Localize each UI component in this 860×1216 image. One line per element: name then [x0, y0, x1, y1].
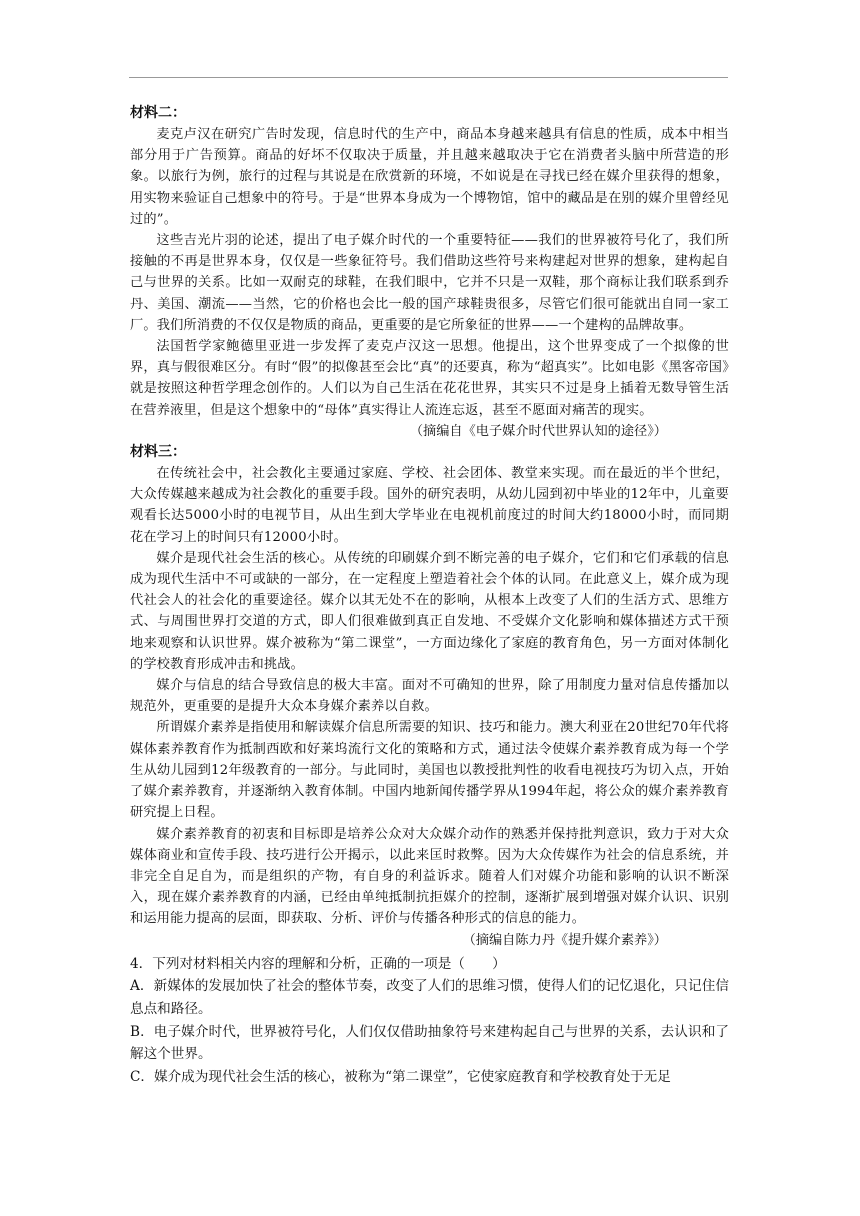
material-two [130, 103, 729, 442]
material-three-paragraph: 媒介素养教育的初衷和目标即是培养公众对大众媒介动作的熟悉并保持批判意识，致力于对大众媒体商业和宣传手段、技巧进行公开揭示，以此来匡时救弊。因为大众传媒作为社会的信息系统，并非完全自足自为，而是组织的产物，有自身的利益诉求。随着人们对媒介功能和影响的认识不断深入，现在媒介素养教育的内涵，已经由单纯抵制抗拒媒介的控制，逐渐扩展到增强对媒介认识、识别和运用能力提高的层面，即获取、分析、评价与传播各种形式的信息的能力。 [130, 826, 729, 927]
question-stem: 4．下列对材料相关内容的理解和分析，正确的一项是（ ） [130, 955, 506, 972]
material-three-paragraph: 媒介与信息的结合导致信息的极大丰富。面对不可确知的世界，除了用制度力量对信息传播加以规范外，更重要的是提升大众本身媒介素养以自救。 [130, 678, 729, 715]
material-two-source: （摘编自《电子媒介时代世界认知的途径》） [409, 423, 667, 439]
material-two-paragraph: 法国哲学家鲍德里亚进一步发挥了麦克卢汉这一思想。他提出，这个世界变成了一个拟像的世界，真与假很难区分。有时“假”的拟像甚至会比“真”的还要真，称为“超真实”。比如电影《黑客帝国》就是按照这种哲学理念创作的。人们以为自己生活在花花世界，其实只不过是身上插着无数导管生活在营养液里，但是这个想象中的“母体”真实得让人流连忘返，甚至不愿面对痛苦的现实。 [130, 339, 729, 418]
option-b: B．电子媒介时代，世界被符号化，人们仅仅借助抽象符号来建构起自己与世界的关系，去认识和了解这个世界。 [130, 1023, 729, 1063]
material-two-paragraph: 这些吉光片羽的论述，提出了电子媒介时代的一个重要特征——我们的世界被符号化了，我们所接触的不再是世界本身，仅仅是一些象征符号。我们借助这些符号来构建起对世界的想象，建构起自己与世界的关系。比如一双耐克的球鞋，在我们眼中，它并不只是一双鞋，那个商标让我们联系到乔丹、美国、潮流——当然，它的价格也会比一般的国产球鞋贵很多，尽管它们很可能就出自同一家工厂。我们所消费的不仅仅是物质的商品，更重要的是它所象征的世界——一个建构的品牌故事。 [130, 233, 729, 333]
material-two-heading: 材料二： [130, 105, 186, 121]
material-three [130, 442, 729, 951]
material-two-paragraph: 麦克卢汉在研究广告时发现，信息时代的生产中，商品本身越来越具有信息的性质，成本中相当部分用于广告预算。商品的好坏不仅取决于质量，并且越来越取决于它在消费者头脑中所营造的形象。以旅行为例，旅行的过程与其说是在欣赏新的环境，不如说是在寻找已经在媒介里获得的想象，用实物来验证自己想象中的符号。于是“世界本身成为一个博物馆，馆中的藏品是在别的媒介里曾经见过的”。 [130, 127, 729, 227]
option-c: C．媒介成为现代社会生活的核心，被称为“第二课堂”，它使家庭教育和学校教育处于无足 [130, 1068, 671, 1085]
material-three-paragraph: 在传统社会中，社会教化主要通过家庭、学校、社会团体、教堂来实现。而在最近的半个世纪，大众传媒越来越成为社会教化的重要手段。国外的研究表明，从幼儿园到初中毕业的12年中，儿童要观看长达5000小时的电视节目，从出生到大学毕业在电视机前度过的时间大约18000小时，而同期花在学习上的时间只有12000小时。 [130, 466, 729, 545]
option-a: A．新媒体的发展加快了社会的整体节奏，改变了人们的思维习惯，使得人们的记忆退化，只记住信息点和路径。 [130, 978, 729, 1017]
material-three-paragraph: 媒介是现代社会生活的核心。从传统的印刷媒介到不断完善的电子媒介，它们和它们承载的信息成为现代生活中不可或缺的一部分，在一定程度上塑造着社会个体的认同。在此意义上，媒介成为现代社会人的社会化的重要途径。媒介以其无处不在的影响，从根本上改变了人们的生活方式、思维方式、与周围世界打交道的方式，即人们很难做到真正自发地、不受媒介文化影响和媒体描述方式干预地来观察和认识世界。媒介被称为“第二课堂”，一方面边缘化了家庭的教育角色，另一方面对体制化的学校教育形成冲击和挑战。 [130, 550, 729, 672]
material-three-paragraph: 所谓媒介素养是指使用和解读媒介信息所需要的知识、技巧和能力。澳大利亚在20世纪70年代将媒体素养教育作为抵制西欧和好莱坞流行文化的策略和方式，通过法令使媒介素养教育成为每一个学生从幼儿园到12年级教育的一部分。与此同时，美国也以教授批判性的收看电视技巧为切入点，开始了媒介素养教育，并逐渐纳入教育体制。中国内地新闻传播学界从1994年起，将公众的媒介素养教育研究提上日程。 [130, 720, 729, 821]
document-content [130, 103, 729, 1088]
material-three-heading: 材料三： [130, 444, 186, 461]
question-four [130, 953, 729, 1089]
material-three-source: （摘编自陈力丹《提升媒介素养》） [462, 932, 667, 948]
header-rule [129, 77, 728, 78]
